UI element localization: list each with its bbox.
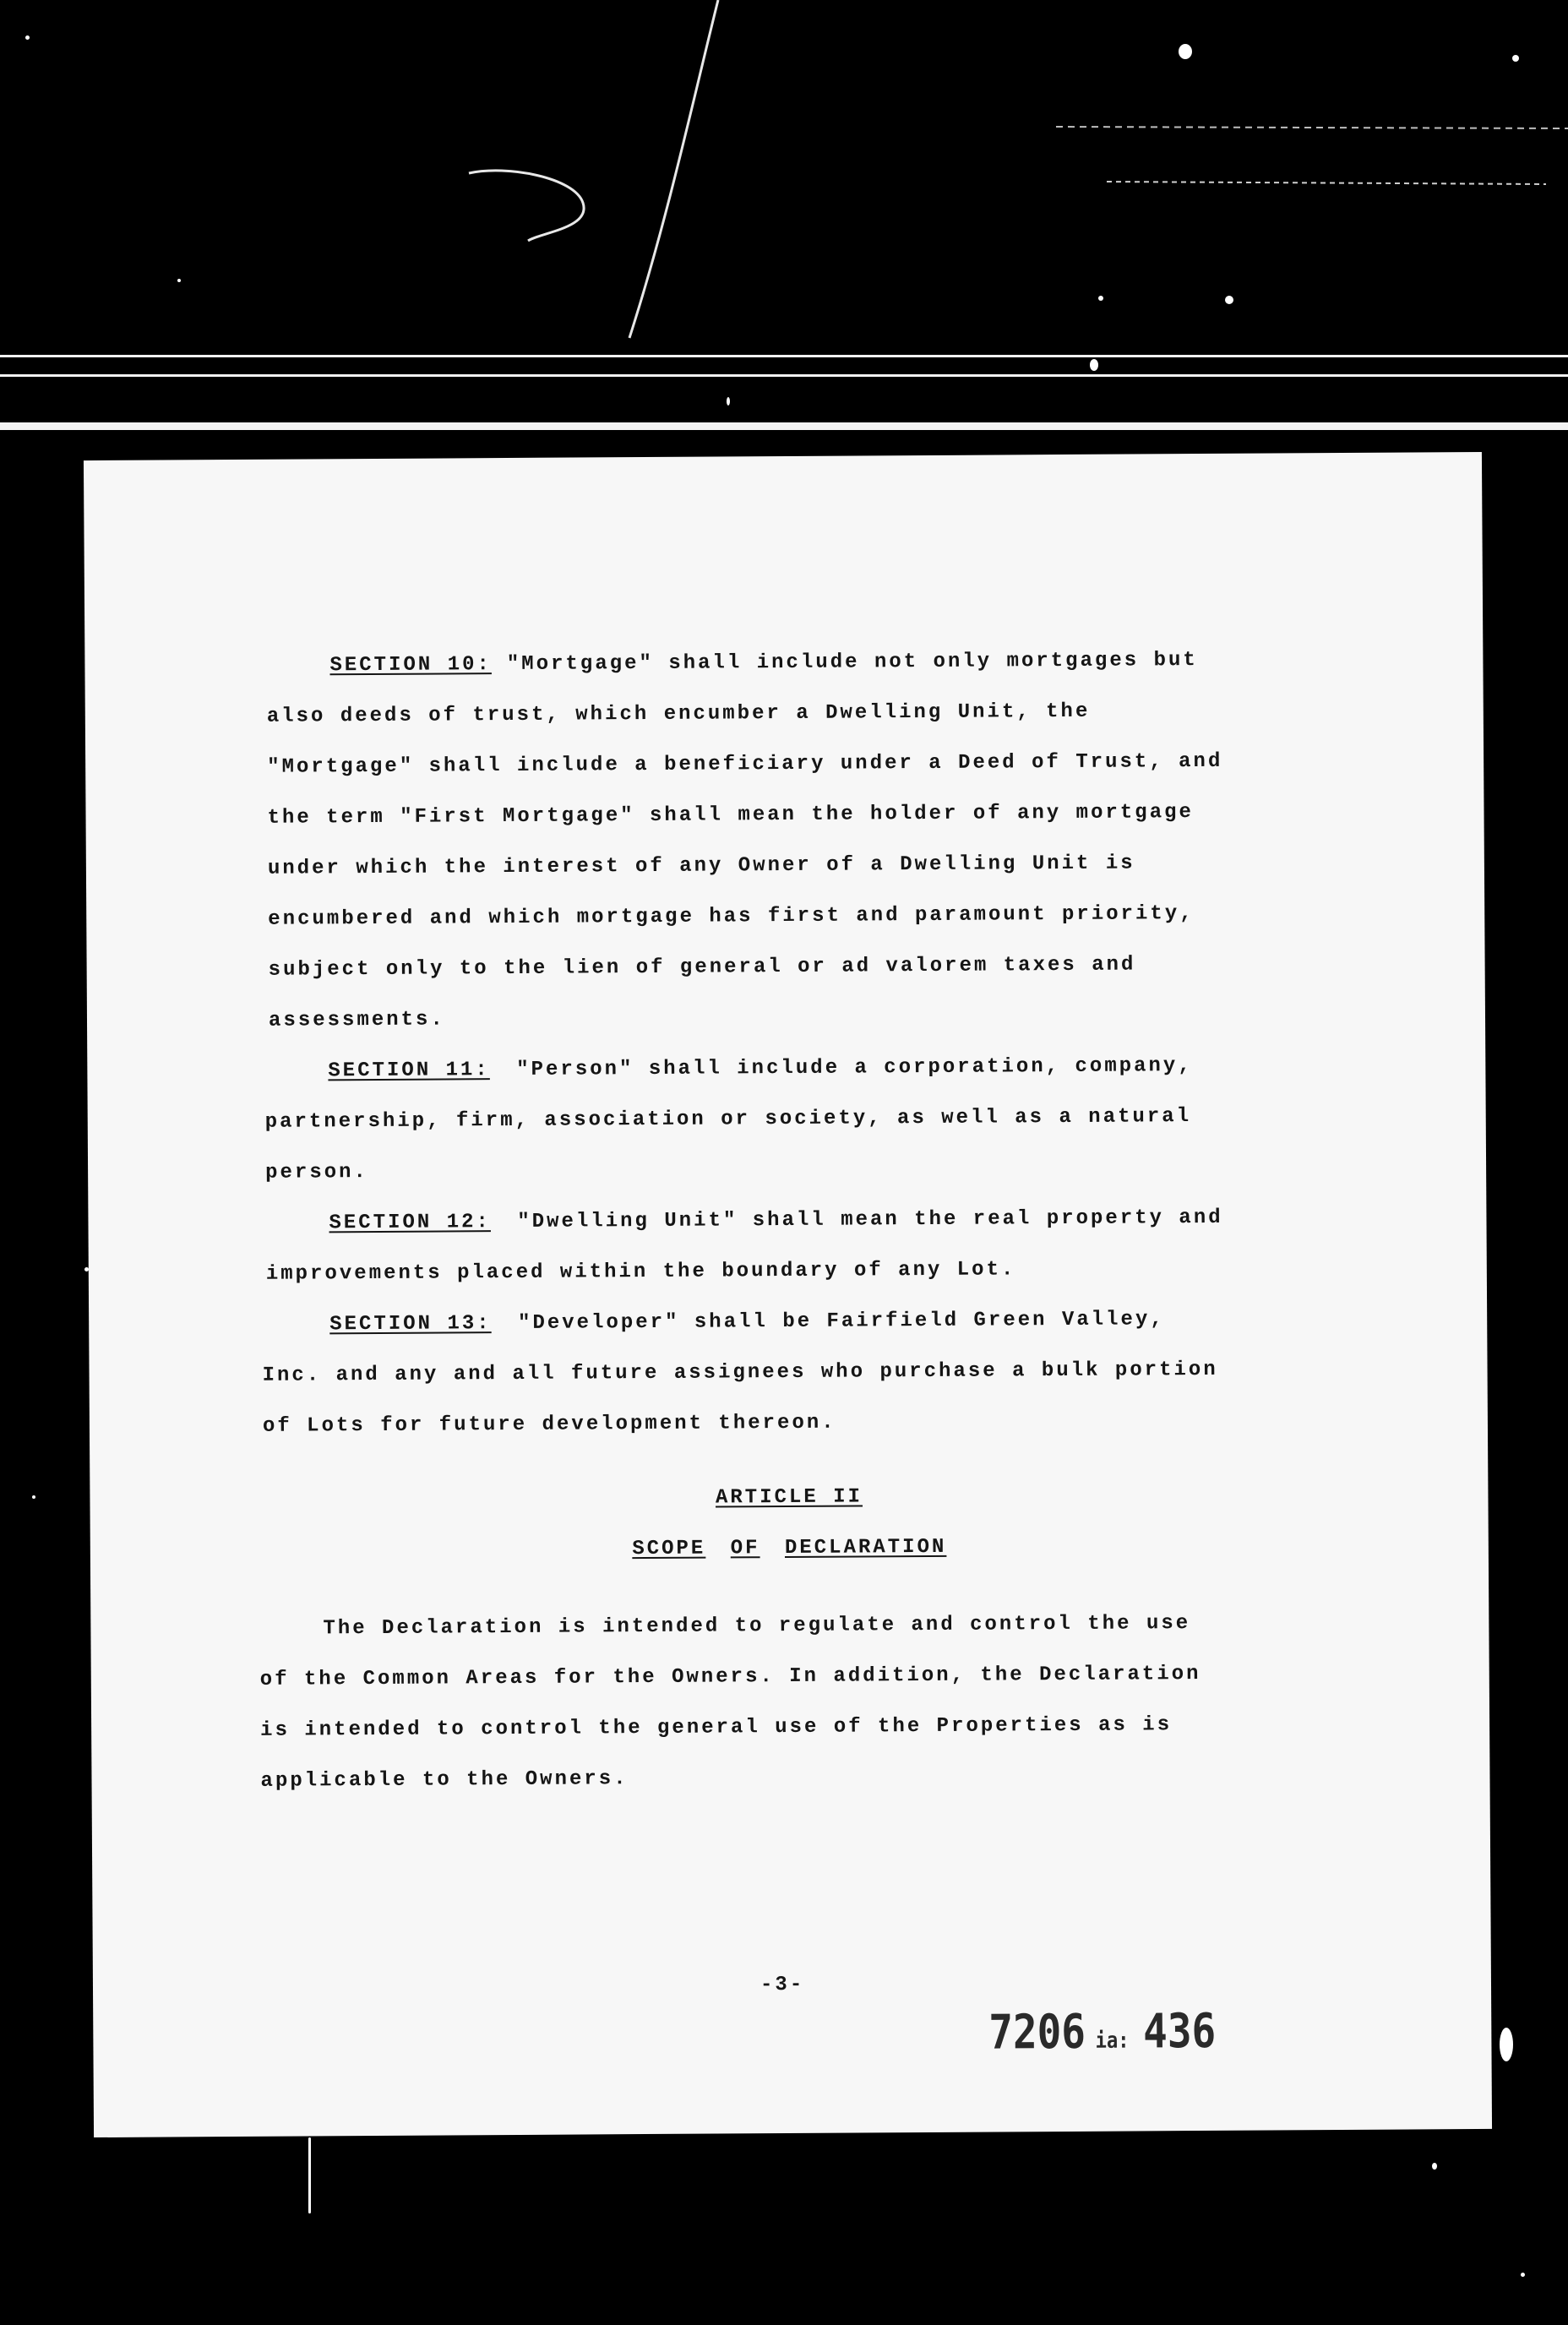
scan-rule-line: [0, 355, 1568, 357]
section-11-line-3: person.: [265, 1161, 369, 1184]
scope-line-2: of the Common Areas for the Owners. In addition, the Declaration: [259, 1663, 1201, 1691]
section-10-line-2: also deeds of trust, which encumber a Dwelling Unit, the: [266, 700, 1091, 728]
stamp-book-number: 7206: [988, 2004, 1086, 2061]
section-10-line-8: assessments.: [268, 1008, 445, 1032]
section-12-line-2: improvements placed within the boundary of any Lot.: [265, 1258, 1016, 1286]
section-10-line-5: under which the interest of any Owner of a Dwelling Unit is: [267, 852, 1135, 880]
scan-scratch-marks: [0, 0, 1568, 456]
section-11-first-line: [328, 1054, 1193, 1084]
section-10-line-3: "Mortgage" shall include a beneficiary under a Deed of Trust, and: [267, 749, 1223, 779]
section-10-line-1: "Mortgage" shall include not only mortgages but: [506, 649, 1198, 677]
article-title-word-2: OF: [730, 1537, 760, 1560]
section-13-line-3: of Lots for future development thereon.: [262, 1411, 836, 1438]
article-number: ARTICLE II: [715, 1485, 863, 1510]
scan-speck: [1500, 2028, 1513, 2061]
section-12-first-line: [329, 1206, 1222, 1236]
section-10-first-line: [329, 647, 1402, 679]
scan-speck: [1090, 359, 1098, 371]
scope-line-1: The Declaration is intended to regulate and control the use: [323, 1612, 1191, 1641]
scan-speck: [308, 2137, 311, 2213]
article-title-word-1: SCOPE: [632, 1537, 706, 1561]
scan-speck: [177, 279, 181, 282]
stamp-mark: ia:: [1095, 2028, 1130, 2054]
section-10-line-6: encumbered and which mortgage has first and paramount priority,: [268, 902, 1195, 931]
section-11-heading: SECTION 11:: [328, 1059, 490, 1083]
section-13-heading: SECTION 13:: [329, 1312, 492, 1337]
scan-speck: [1512, 55, 1519, 62]
document-page: [84, 452, 1492, 2137]
section-12-heading: SECTION 12:: [329, 1211, 491, 1235]
scan-speck: [727, 397, 730, 406]
section-10-line-4: the term "First Mortgage" shall mean the holder of any mortgage: [267, 801, 1194, 830]
section-12-line-1: "Dwelling Unit" shall mean the real property and: [517, 1206, 1223, 1233]
scan-rule-line: [0, 422, 1568, 430]
scan-speck: [1179, 44, 1192, 59]
scan-speck: [25, 35, 30, 40]
article-title: [90, 1532, 1489, 1565]
scan-speck: [32, 1495, 35, 1499]
recording-stamp: [988, 2004, 1216, 2061]
scope-line-3: is intended to control the general use of the Properties as is: [260, 1713, 1173, 1742]
scan-speck: [1521, 2273, 1525, 2277]
scope-line-4: applicable to the Owners.: [260, 1767, 629, 1793]
section-10-heading: SECTION 10:: [329, 653, 492, 678]
section-10-line-7: subject only to the lien of general or ad valorem taxes and: [268, 953, 1136, 982]
scan-rule-line: [0, 374, 1568, 377]
scan-speck: [1225, 296, 1233, 304]
page-number: -3-: [760, 1973, 805, 1997]
section-11-line-1: "Person" shall include a corporation, company,: [516, 1054, 1193, 1081]
article-title-word-3: DECLARATION: [784, 1535, 947, 1560]
stamp-page-number: 436: [1142, 2003, 1217, 2060]
section-13-line-1: "Developer" shall be Fairfield Green Valley,: [517, 1308, 1165, 1335]
scan-speck: [1098, 296, 1103, 301]
section-13-line-2: Inc. and any and all future assignees who purchase a bulk portion: [262, 1358, 1218, 1387]
section-11-line-2: partnership, firm, association or society, as well as a natural: [264, 1105, 1192, 1134]
scan-speck: [1432, 2163, 1437, 2170]
section-13-first-line: [329, 1307, 1165, 1337]
